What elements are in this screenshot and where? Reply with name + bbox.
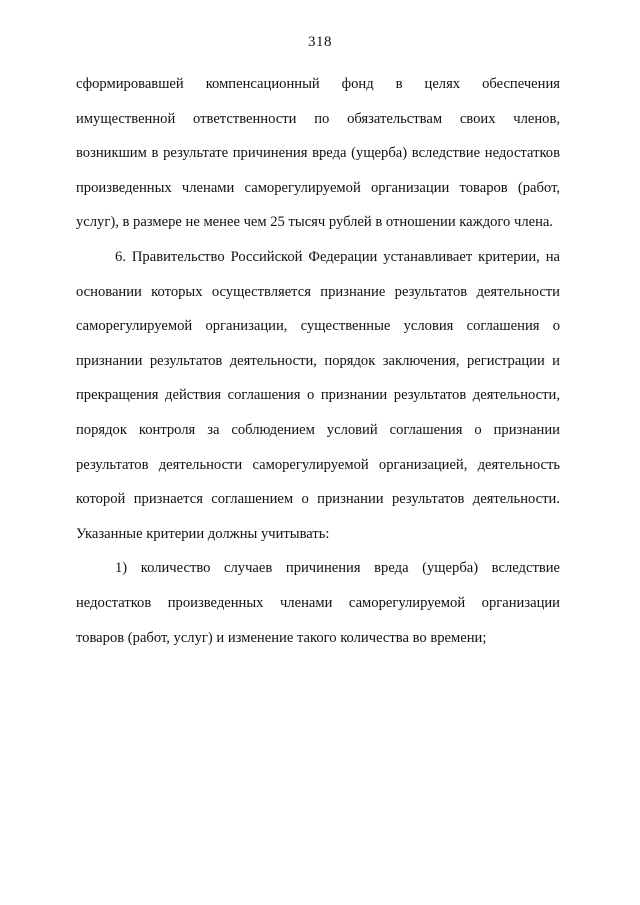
paragraph-item-6: 6. Правительство Российской Федерации устанавливает критерии, на основании которых осуществляется признание результатов деятельности саморегулируемой организации, существенные условия соглашения о признании результатов деятельности, порядок заключения, регистрации и прекращения действия соглашения о признании результатов деятельности, порядок контроля за соблюдением условий соглашения о признании результатов деятельности саморегулируемой организацией, деятельность которой признается соглашением о признании результатов деятельности. Указанные критерии должны учитывать: xyxy=(76,248,560,542)
document-body xyxy=(76,67,560,655)
paragraph-subitem-1: 1) количество случаев причинения вреда (ущерба) вследствие недостатков произведенных членами саморегулируемой организации товаров (работ, услуг) и изменение такого количества во времени; xyxy=(76,560,560,646)
page-number: 318 xyxy=(308,34,332,50)
paragraph-continuation: сформировавшей компенсационный фонд в целях обеспечения имущественной ответственности по обязательствам своих членов, возникшим в результате причинения вреда (ущерба) вследствие недостатков произведенных членами саморегулируемой организации товаров (работ, услуг), в размере не менее чем 25 тысяч рублей в отношении каждого члена. xyxy=(76,76,560,231)
